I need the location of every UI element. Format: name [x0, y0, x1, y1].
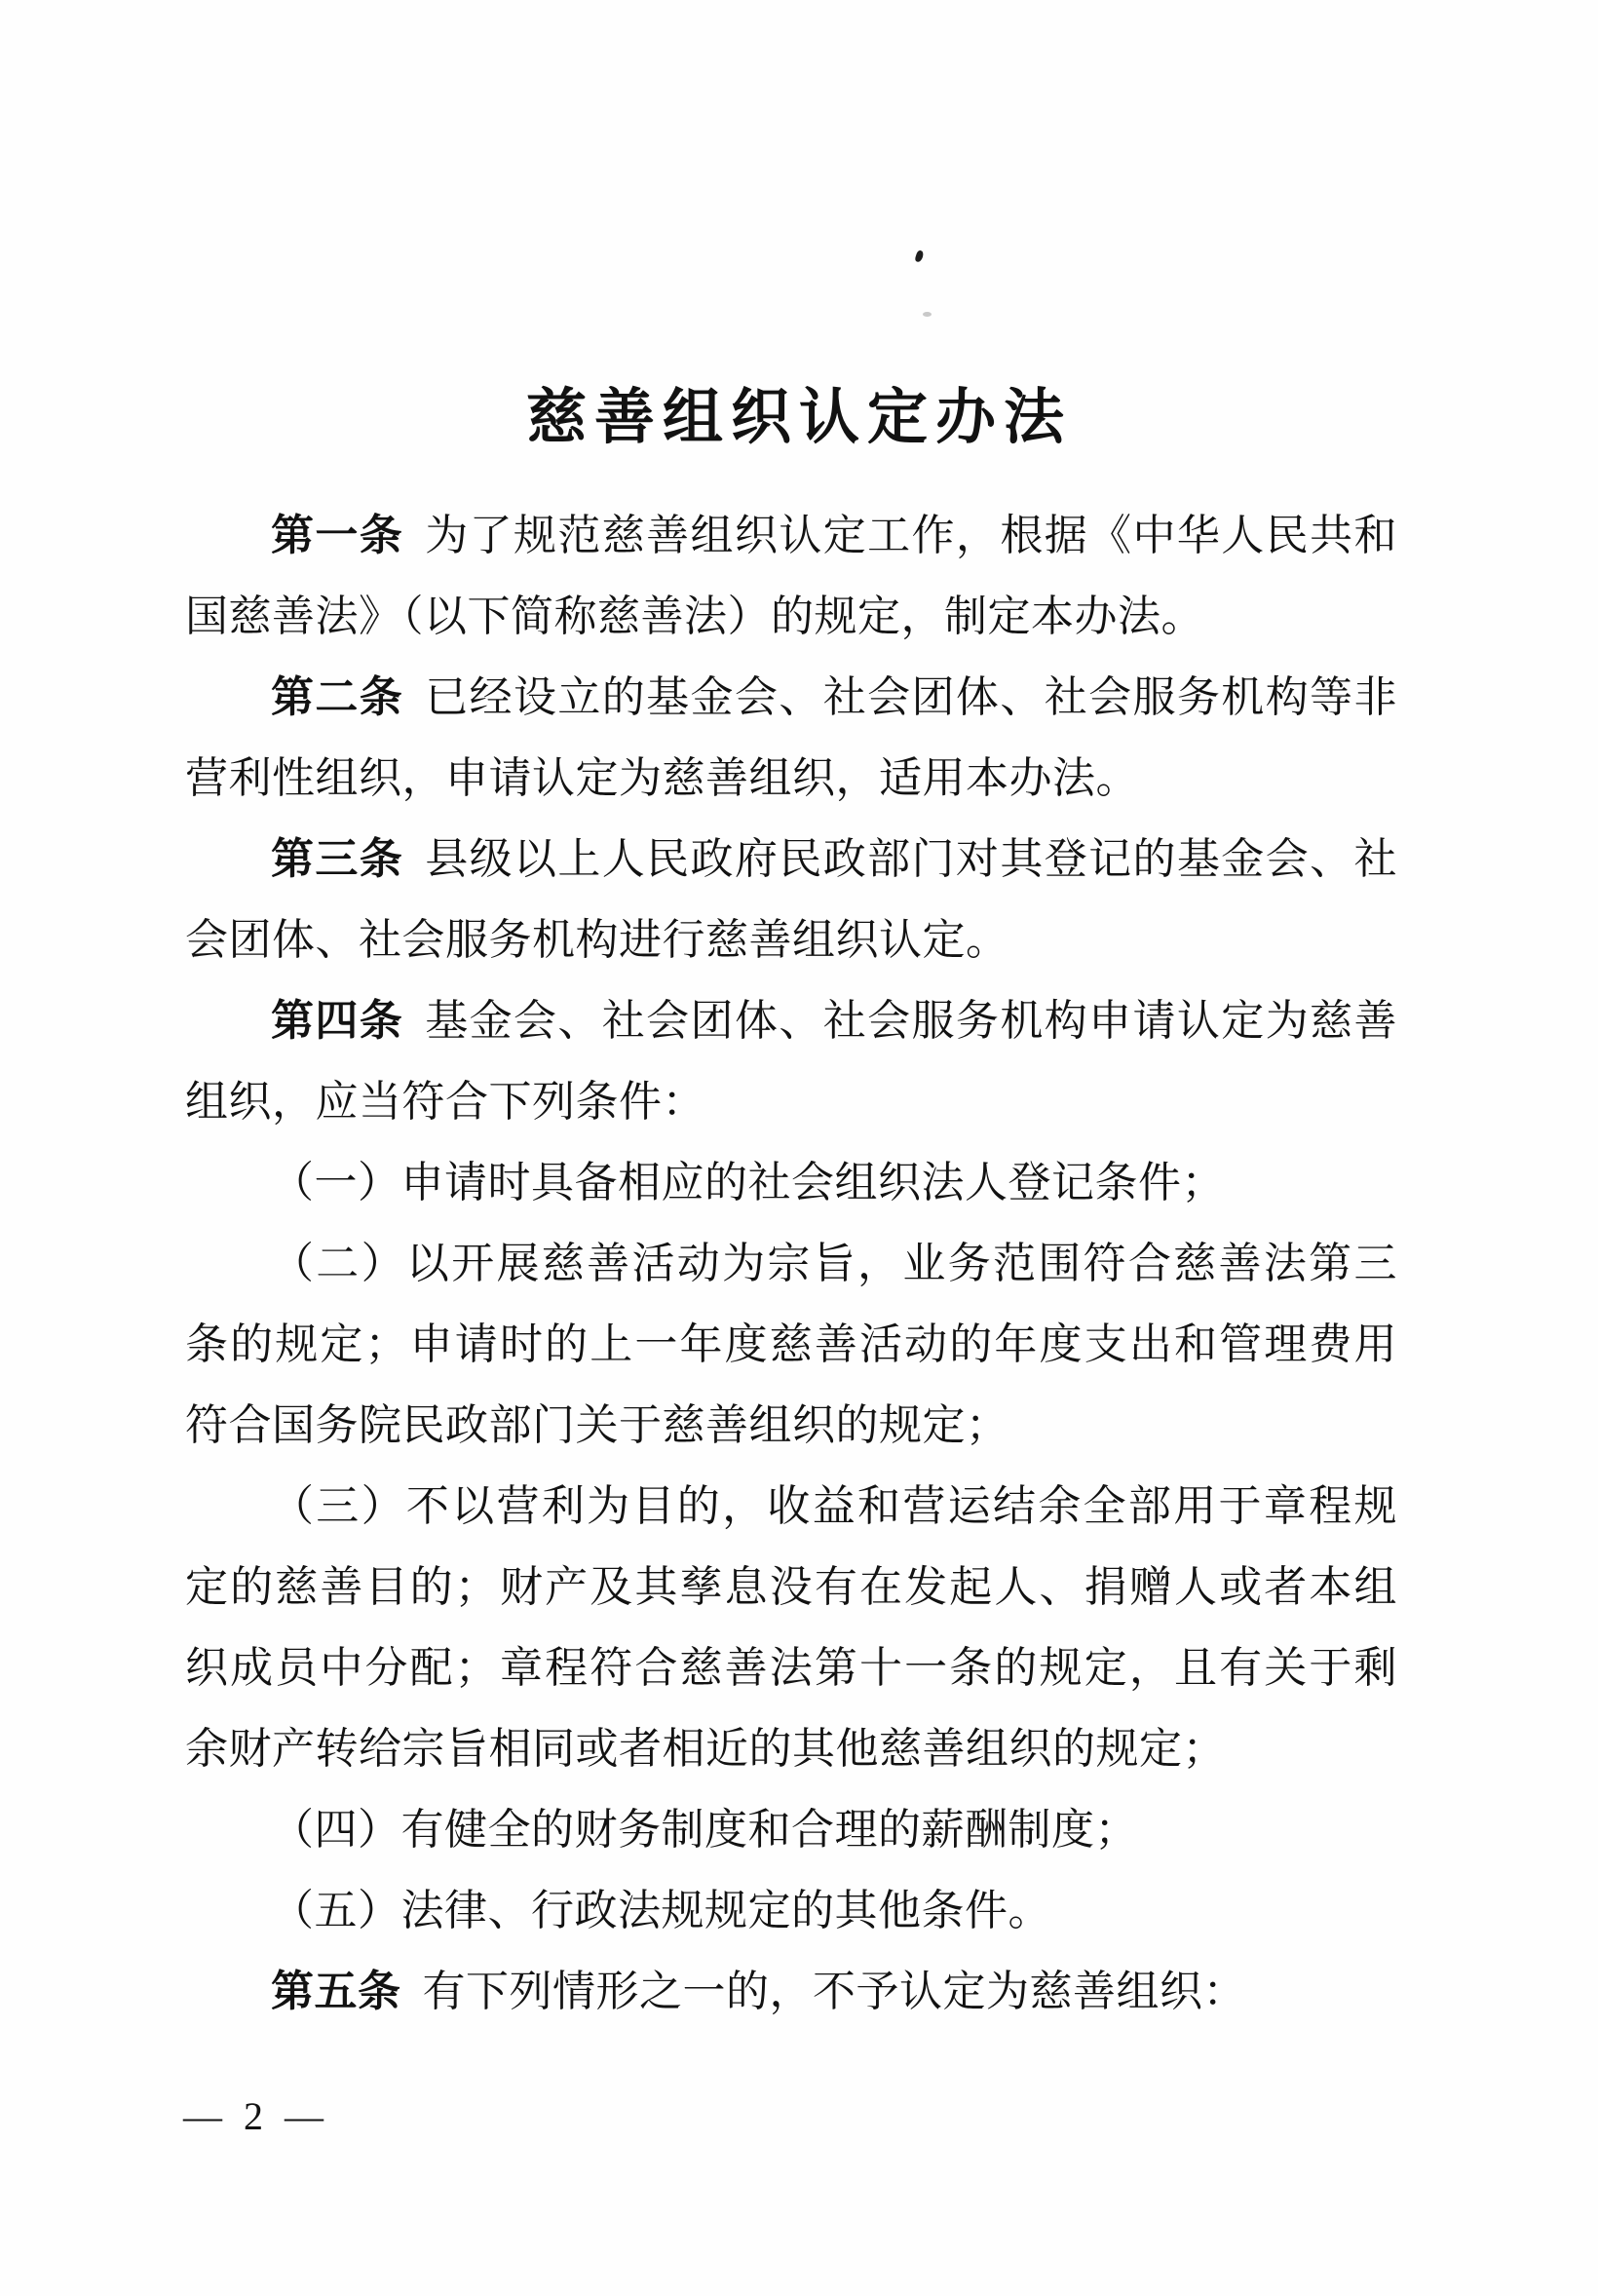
- article-4-text: 基金会、社会团体、社会服务机构申请认定为慈善组织，应当符合下列条件：: [185, 997, 1397, 1126]
- page-number: — 2 —: [183, 2094, 329, 2138]
- paragraph-item-4: [185, 1789, 1397, 1870]
- article-5-label: 第五条: [271, 1968, 401, 2015]
- article-2-label: 第二条: [271, 673, 404, 721]
- paragraph-article-3: [185, 819, 1397, 980]
- article-4-label: 第四条: [271, 997, 404, 1045]
- item-3-text: （三）不以营利为目的，收益和营运结余全部用于章程规定的慈善目的；财产及其孳息没有在发起人、捐赠人或者本组织成员中分配；章程符合慈善法第十一条的规定，且有关于剩余财产转给宗旨相同或者相近的其他慈善组织的规定；: [185, 1482, 1397, 1773]
- paragraph-item-5: [185, 1870, 1397, 1951]
- article-1-label: 第一条: [271, 512, 404, 559]
- paragraph-article-1: [185, 495, 1397, 657]
- paragraph-item-2: [185, 1223, 1397, 1466]
- scan-artifact: [923, 312, 932, 317]
- paragraph-item-3: [185, 1466, 1397, 1789]
- article-2-text: 已经设立的基金会、社会团体、社会服务机构等非营利性组织，申请认定为慈善组织，适用本办法。: [185, 673, 1397, 802]
- scan-artifact: [914, 249, 924, 263]
- paragraph-article-5: [185, 1951, 1397, 2032]
- paragraph-item-1: [185, 1142, 1397, 1223]
- document-title: 慈善组织认定办法: [525, 384, 1072, 451]
- item-4-text: （四）有健全的财务制度和合理的薪酬制度；: [271, 1806, 1138, 1854]
- item-5-text: （五）法律、行政法规规定的其他条件。: [271, 1887, 1051, 1934]
- paragraph-article-4: [185, 980, 1397, 1142]
- item-1-text: （一）申请时具备相应的社会组织法人登记条件；: [271, 1159, 1225, 1206]
- paragraph-article-2: [185, 657, 1397, 819]
- article-1-text: 为了规范慈善组织认定工作，根据《中华人民共和国慈善法》（以下简称慈善法）的规定，制定本办法。: [185, 512, 1397, 640]
- article-3-text: 县级以上人民政府民政部门对其登记的基金会、社会团体、社会服务机构进行慈善组织认定。: [185, 835, 1397, 964]
- article-5-text: 有下列情形之一的，不予认定为慈善组织：: [422, 1968, 1246, 2015]
- item-2-text: （二）以开展慈善活动为宗旨，业务范围符合慈善法第三条的规定；申请时的上一年度慈善活动的年度支出和管理费用符合国务院民政部门关于慈善组织的规定；: [185, 1240, 1397, 1449]
- article-3-label: 第三条: [271, 835, 404, 883]
- document-body: [185, 495, 1397, 2032]
